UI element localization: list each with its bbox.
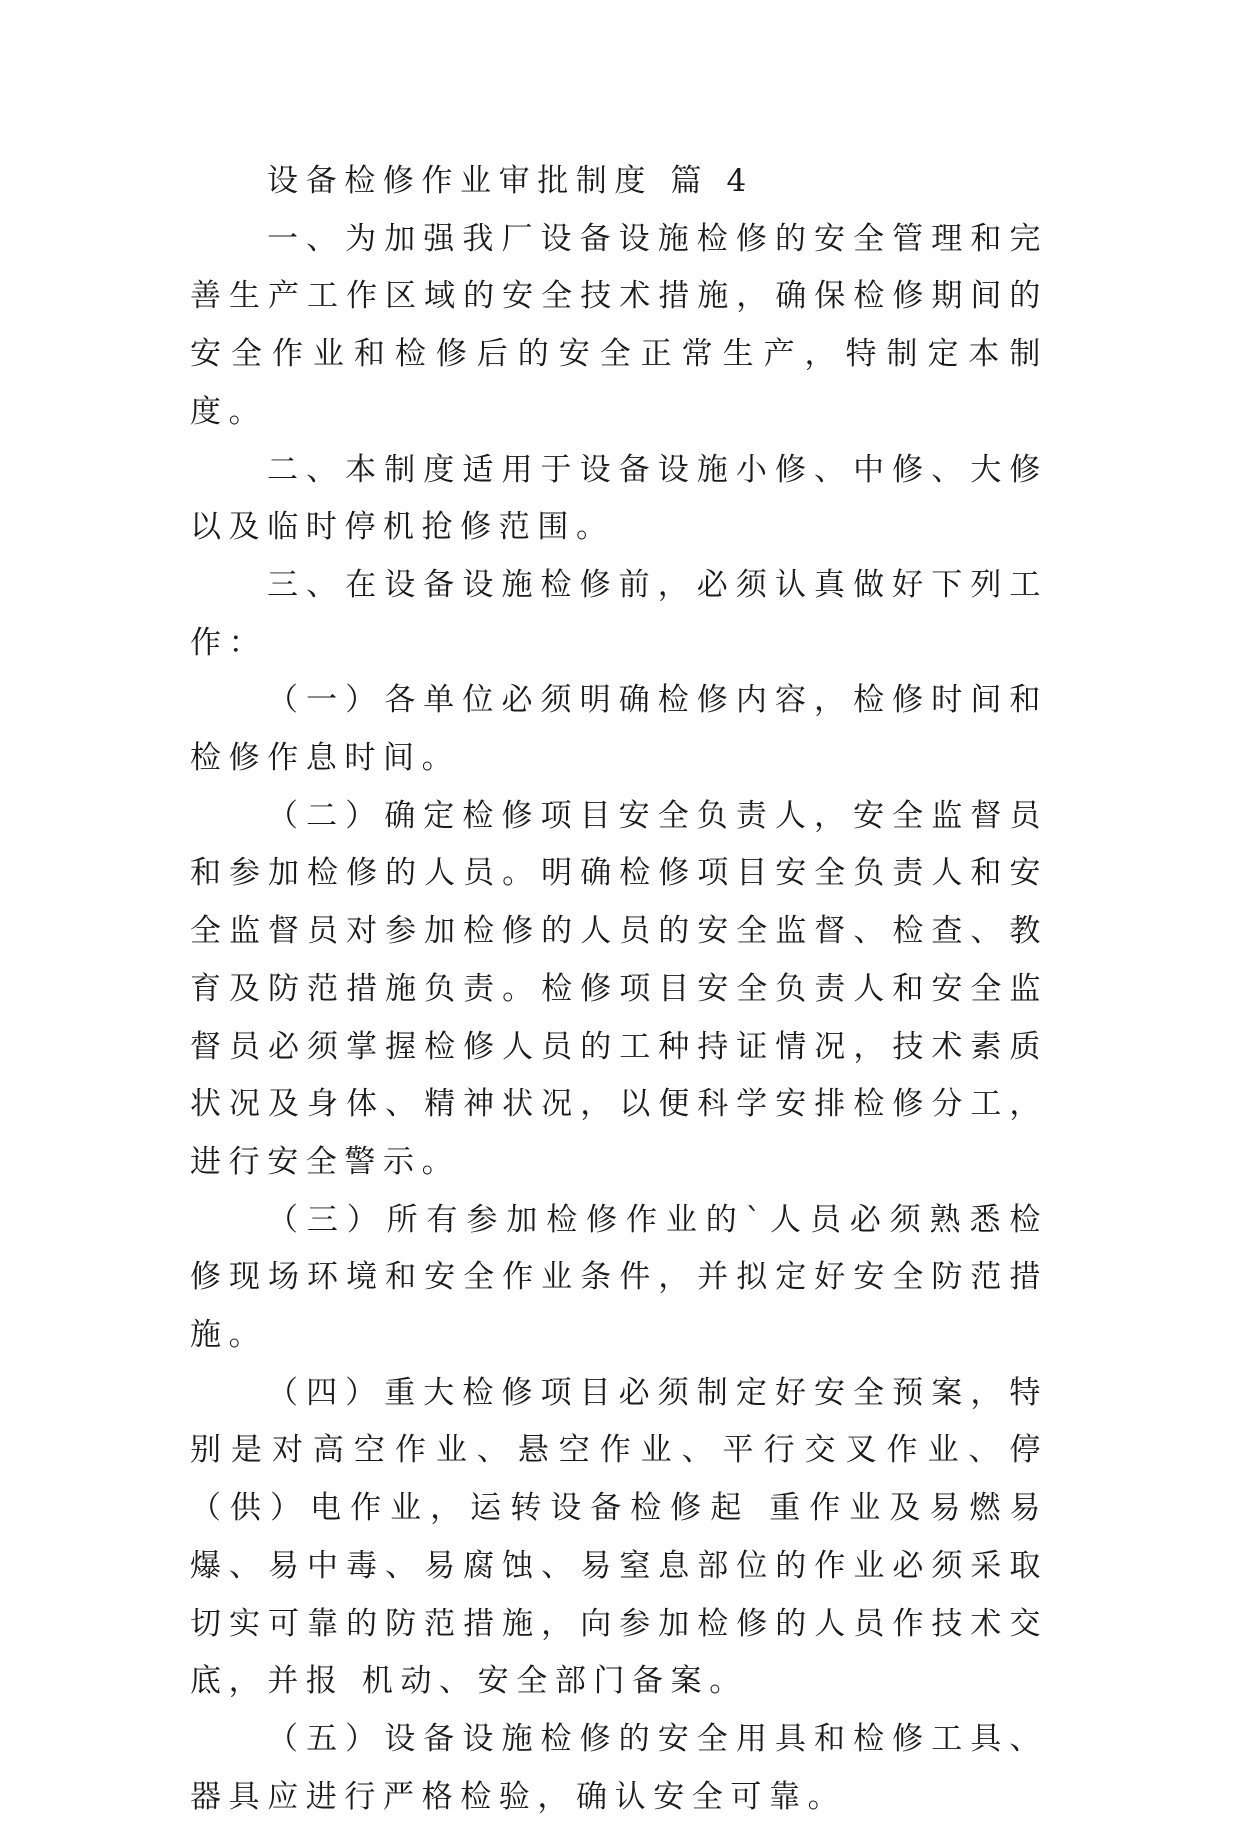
paragraph-item-1: （一）各单位必须明确检修内容，检修时间和检修作息时间。 xyxy=(190,682,1048,777)
paragraph-item-4: （四）重大检修项目必须制定好安全预案，特别是对高空作业、悬空作业、平行交叉作业、停（供）电作业，运转设备检修起 重作业及易燃易爆、易中毒、易腐蚀、易窒息部位的作业必须采取切实可靠的防范措施，向参加检修的人员作技术交底，并报 机动、安全部门备案。 xyxy=(190,1374,1048,1700)
document-title: 设备检修作业审批制度 篇 4 xyxy=(267,163,754,199)
paragraph-item-3: （三）所有参加检修作业的`人员必须熟悉检修现场环境和安全作业条件，并拟定好安全防范措施。 xyxy=(190,1201,1048,1354)
paragraph-section-2: 二、本制度适用于设备设施小修、中修、大修以及临时停机抢修范围。 xyxy=(190,451,1048,546)
paragraph-section-1: 一、为加强我厂设备设施检修的安全管理和完善生产工作区域的安全技术措施，确保检修期间的安全作业和检修后的安全正常生产，特制定本制度。 xyxy=(190,220,1048,430)
paragraph-item-5: （五）设备设施检修的安全用具和检修工具、器具应进行严格检验，确认安全可靠。 xyxy=(190,1720,1048,1815)
document-body xyxy=(190,153,1048,1826)
paragraph-item-2: （二）确定检修项目安全负责人，安全监督员和参加检修的人员。明确检修项目安全负责人和安全监督员对参加检修的人员的安全监督、检查、教育及防范措施负责。检修项目安全负责人和安全监督员必须掌握检修人员的工种持证情况，技术素质状况及身体、精神状况，以便科学安排检修分工，进行安全警示。 xyxy=(190,797,1048,1180)
paragraph-section-3: 三、在设备设施检修前，必须认真做好下列工作： xyxy=(190,566,1048,661)
